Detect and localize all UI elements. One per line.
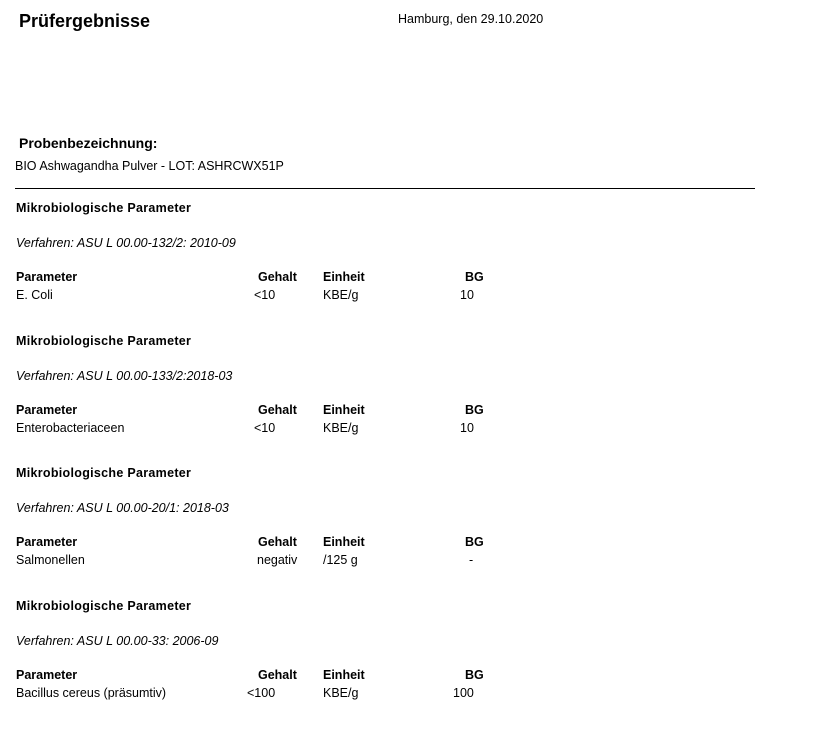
divider (15, 188, 755, 189)
cell-parameter: Salmonellen (16, 553, 85, 567)
column-header-parameter: Parameter (16, 270, 78, 284)
cell-gehalt: <100 (247, 686, 276, 700)
cell-einheit: KBE/g (323, 421, 359, 435)
cell-bg: 100 (453, 686, 474, 700)
page-title: Prüfergebnisse (19, 11, 151, 31)
column-header-bg: BG (465, 270, 484, 284)
column-header-bg: BG (465, 535, 484, 549)
cell-einheit: KBE/g (323, 288, 359, 302)
sample-name: BIO Ashwagandha Pulver - LOT: ASHRCWX51P (15, 159, 284, 173)
method-reference: Verfahren: ASU L 00.00-133/2:2018-03 (16, 369, 233, 383)
column-header-parameter: Parameter (16, 535, 78, 549)
result-section (0, 599, 814, 709)
method-reference: Verfahren: ASU L 00.00-20/1: 2018-03 (16, 501, 229, 515)
column-header-parameter: Parameter (16, 403, 78, 417)
cell-bg: 10 (460, 421, 474, 435)
cell-gehalt: <10 (254, 421, 276, 435)
column-header-einheit: Einheit (323, 668, 365, 682)
method-reference: Verfahren: ASU L 00.00-33: 2006-09 (16, 634, 219, 648)
column-header-einheit: Einheit (323, 403, 365, 417)
cell-gehalt: negativ (257, 553, 298, 567)
place-date: Hamburg, den 29.10.2020 (398, 12, 544, 26)
section-title: Mikrobiologische Parameter (16, 599, 192, 613)
cell-einheit: KBE/g (323, 686, 359, 700)
cell-parameter: E. Coli (16, 288, 53, 302)
column-header-gehalt: Gehalt (258, 535, 297, 549)
sample-label: Probenbezeichnung: (19, 135, 158, 151)
cell-parameter: Enterobacteriaceen (16, 421, 125, 435)
method-reference: Verfahren: ASU L 00.00-132/2: 2010-09 (16, 236, 236, 250)
cell-einheit: /125 g (323, 553, 358, 567)
result-section (0, 334, 814, 444)
section-title: Mikrobiologische Parameter (16, 334, 192, 348)
column-header-einheit: Einheit (323, 270, 365, 284)
column-header-einheit: Einheit (323, 535, 365, 549)
result-section (0, 466, 814, 576)
section-title: Mikrobiologische Parameter (16, 466, 192, 480)
cell-gehalt: <10 (254, 288, 276, 302)
section-title: Mikrobiologische Parameter (16, 201, 192, 215)
cell-bg: - (469, 553, 474, 567)
cell-parameter: Bacillus cereus (präsumtiv) (16, 686, 167, 700)
column-header-gehalt: Gehalt (258, 403, 297, 417)
column-header-parameter: Parameter (16, 668, 78, 682)
column-header-bg: BG (465, 668, 484, 682)
column-header-gehalt: Gehalt (258, 270, 297, 284)
column-header-gehalt: Gehalt (258, 668, 297, 682)
cell-bg: 10 (460, 288, 474, 302)
result-section (0, 201, 814, 311)
column-header-bg: BG (465, 403, 484, 417)
